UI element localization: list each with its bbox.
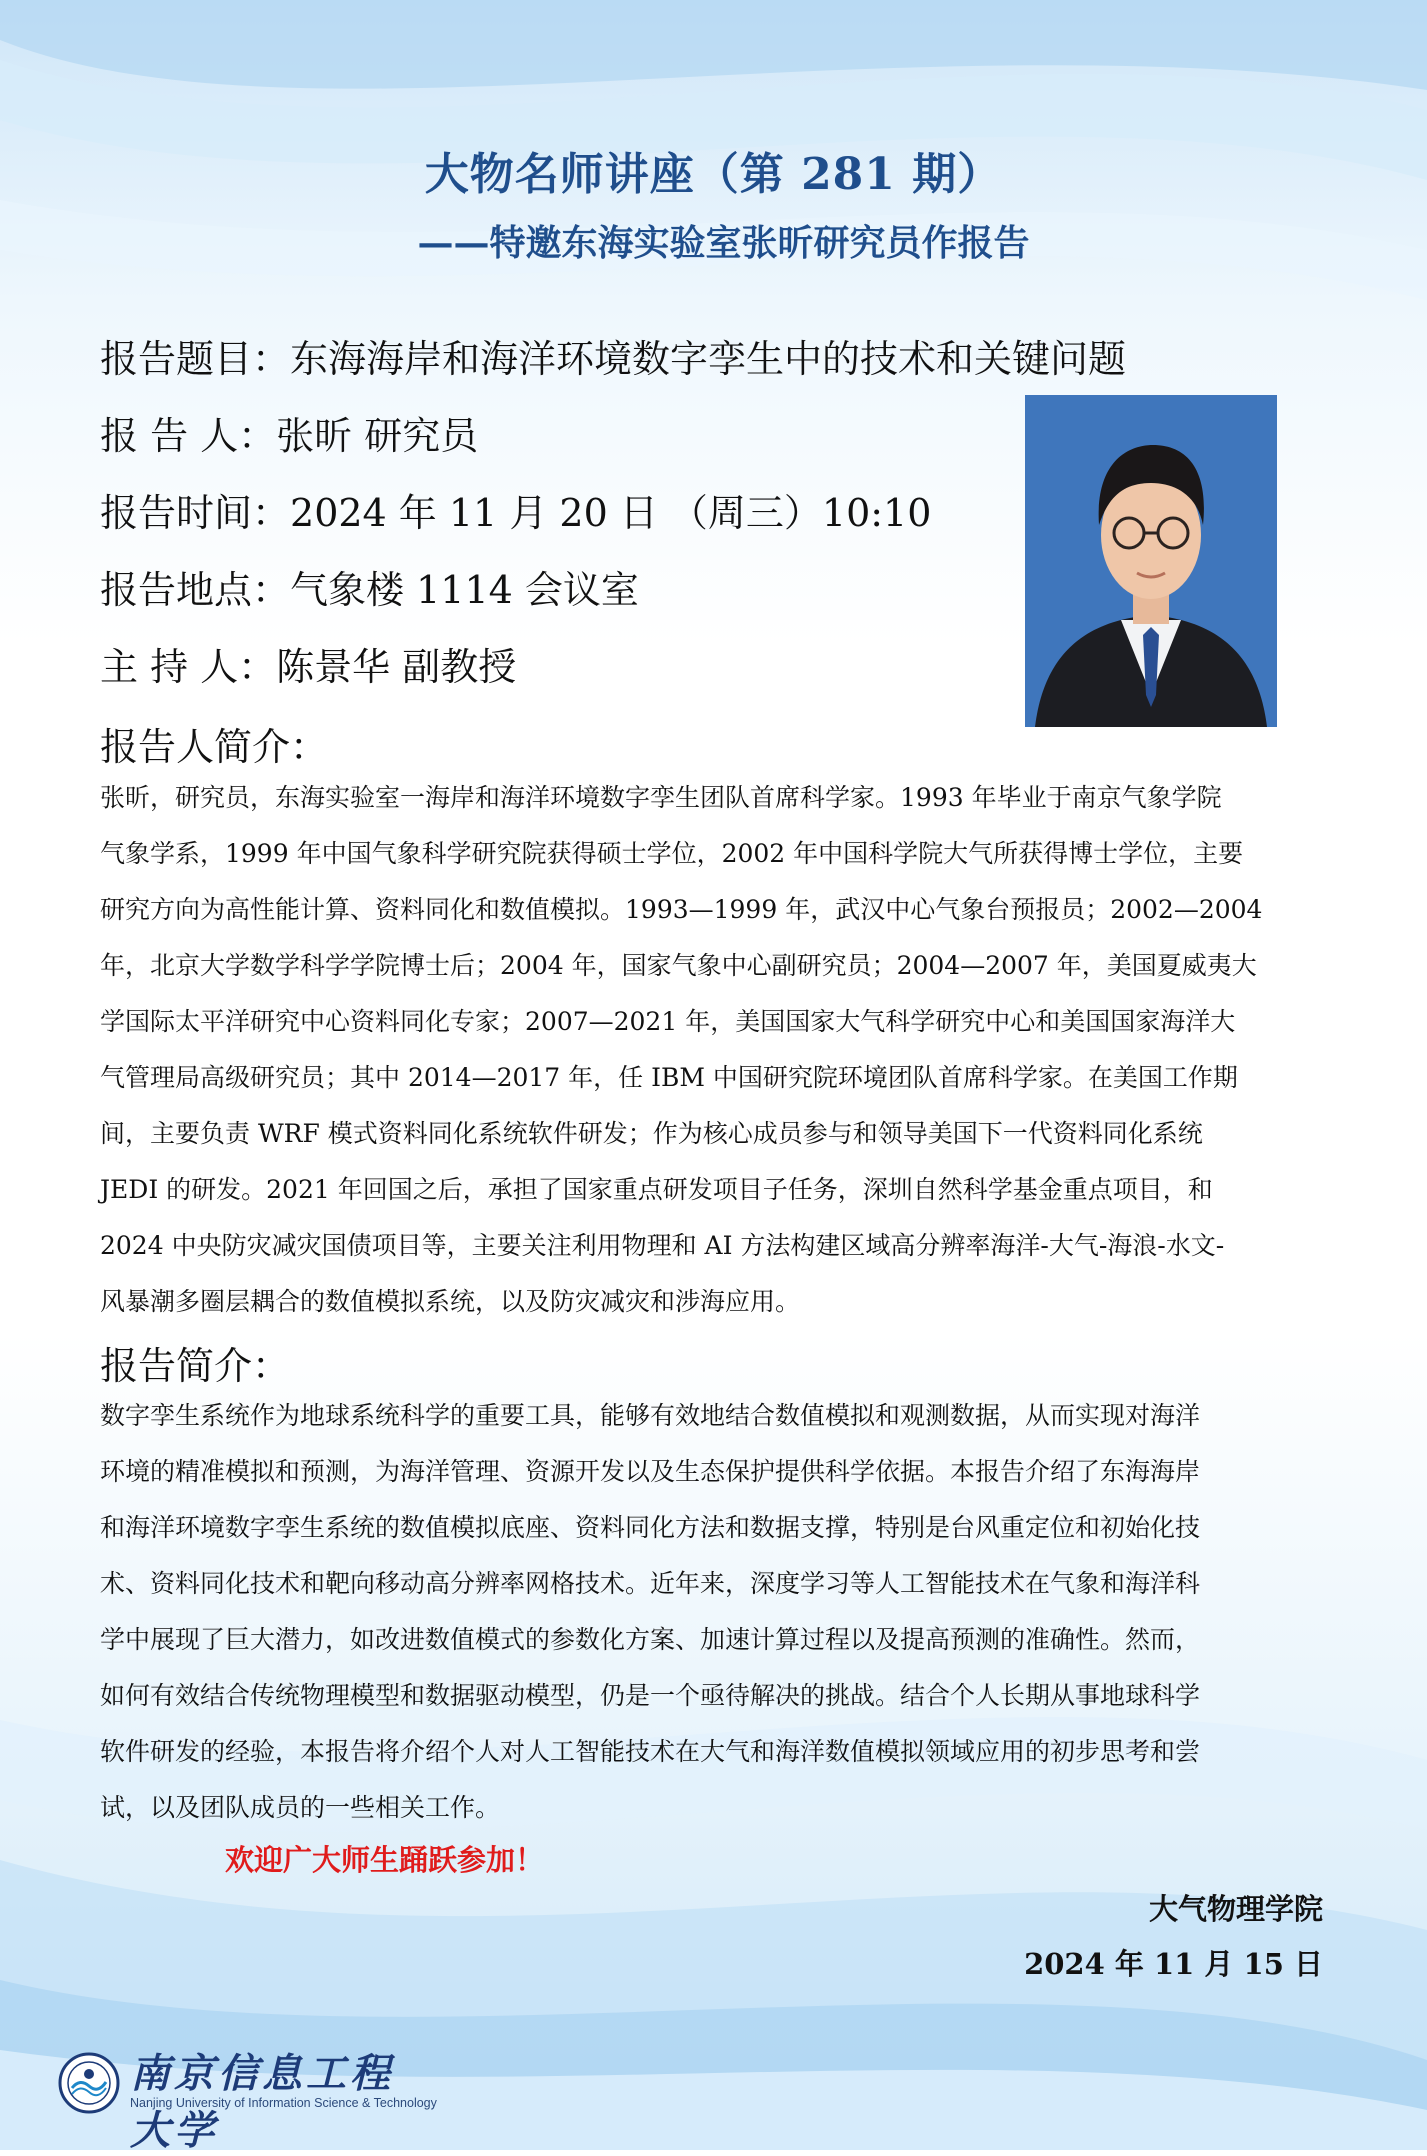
abstract-heading: 报告简介： [100, 1344, 291, 1388]
bio-line: 间，主要负责 WRF 模式资料同化系统软件研发；作为核心成员参与和领导美国下一代资料同化系统 [100, 1119, 1203, 1148]
abstract-paragraph [100, 1388, 1328, 1836]
bio-heading: 报告人简介： [100, 725, 329, 769]
bio-line: 研究方向为高性能计算、资料同化和数值模拟。1993—1999 年，武汉中心气象台预报员；2002—2004 [100, 895, 1263, 924]
host-label: 主 持 人： [100, 645, 277, 689]
page-subtitle: ——特邀东海实验室张昕研究员作报告 [417, 222, 1030, 264]
time-value: 2024 年 11 月 20 日 （周三）10:10 [290, 491, 932, 535]
place-label: 报告地点： [100, 568, 291, 612]
time-label: 报告时间： [100, 491, 291, 535]
speaker-row [100, 405, 478, 460]
abstract-line: 和海洋环境数字孪生系统的数值模拟底座、资料同化方法和数据支撑，特别是台风重定位和初始化技 [100, 1513, 1201, 1542]
abstract-line: 术、资料同化技术和靶向移动高分辨率网格技术。近年来，深度学习等人工智能技术在气象和海洋科 [100, 1569, 1201, 1598]
university-name-cn: 南京信息工程大学 [130, 2050, 394, 2154]
speaker-photo [1025, 395, 1277, 727]
organizer: 大气物理学院 [1148, 1892, 1323, 1926]
page-title: 大物名师讲座（第 281 期） [424, 149, 1003, 200]
abstract-line: 数字孪生系统作为地球系统科学的重要工具，能够有效地结合数值模拟和观测数据，从而实现对海洋 [100, 1401, 1201, 1430]
bio-line: 气象学系，1999 年中国气象科学研究院获得硕士学位，2002 年中国科学院大气所获得博士学位，主要 [100, 839, 1244, 868]
university-name-en: Nanjing University of Information Science & Technology [130, 2096, 437, 2110]
place-value: 气象楼 1114 会议室 [290, 568, 639, 612]
university-logo [58, 2040, 437, 2154]
place-row [100, 559, 639, 614]
bio-line: 张昕，研究员，东海实验室一海岸和海洋环境数字孪生团队首席科学家。1993 年毕业于南京气象学院 [100, 783, 1222, 812]
speaker-label: 报 告 人： [100, 414, 277, 458]
bio-line: 学国际太平洋研究中心资料同化专家；2007—2021 年，美国国家大气科学研究中心和美国国家海洋大 [100, 1007, 1236, 1036]
bio-line: 2024 中央防灾减灾国债项目等，主要关注利用物理和 AI 方法构建区域高分辨率海洋-大气-海浪-水文- [100, 1231, 1225, 1260]
abstract-line: 软件研发的经验，本报告将介绍个人对人工智能技术在大气和海洋数值模拟领域应用的初步思考和尝 [100, 1737, 1201, 1766]
bio-line: JEDI 的研发。2021 年回国之后，承担了国家重点研发项目子任务，深圳自然科学基金重点项目，和 [100, 1175, 1213, 1204]
bio-paragraph [100, 770, 1328, 1330]
bio-line: 气管理局高级研究员；其中 2014—2017 年，任 IBM 中国研究院环境团队首席科学家。在美国工作期 [100, 1063, 1238, 1092]
speaker-portrait-icon [1025, 395, 1277, 727]
university-emblem-icon [58, 2052, 120, 2114]
welcome-note: 欢迎广大师生踊跃参加！ [225, 1843, 545, 1877]
time-row [100, 482, 931, 537]
abstract-line: 如何有效结合传统物理模型和数据驱动模型，仍是一个亟待解决的挑战。结合个人长期从事地球科学 [100, 1681, 1201, 1710]
abstract-line: 试，以及团队成员的一些相关工作。 [100, 1793, 501, 1822]
bio-line: 年，北京大学数学科学学院博士后；2004 年，国家气象中心副研究员；2004—2007 年，美国夏威夷大 [100, 951, 1257, 980]
abstract-line: 环境的精准模拟和预测，为海洋管理、资源开发以及生态保护提供科学依据。本报告介绍了东海海岸 [100, 1457, 1201, 1486]
issue-date: 2024 年 11 月 15 日 [1024, 1947, 1323, 1981]
topic-label: 报告题目： [100, 337, 291, 381]
host-value: 陈景华 副教授 [276, 645, 517, 689]
bio-line: 风暴潮多圈层耦合的数值模拟系统，以及防灾减灾和涉海应用。 [100, 1287, 801, 1316]
topic-value: 东海海岸和海洋环境数字孪生中的技术和关键问题 [290, 337, 1127, 381]
host-row [100, 636, 516, 691]
speaker-value: 张昕 研究员 [276, 414, 479, 458]
topic-row [100, 328, 1126, 383]
abstract-line: 学中展现了巨大潜力，如改进数值模式的参数化方案、加速计算过程以及提高预测的准确性。然而， [100, 1625, 1201, 1654]
